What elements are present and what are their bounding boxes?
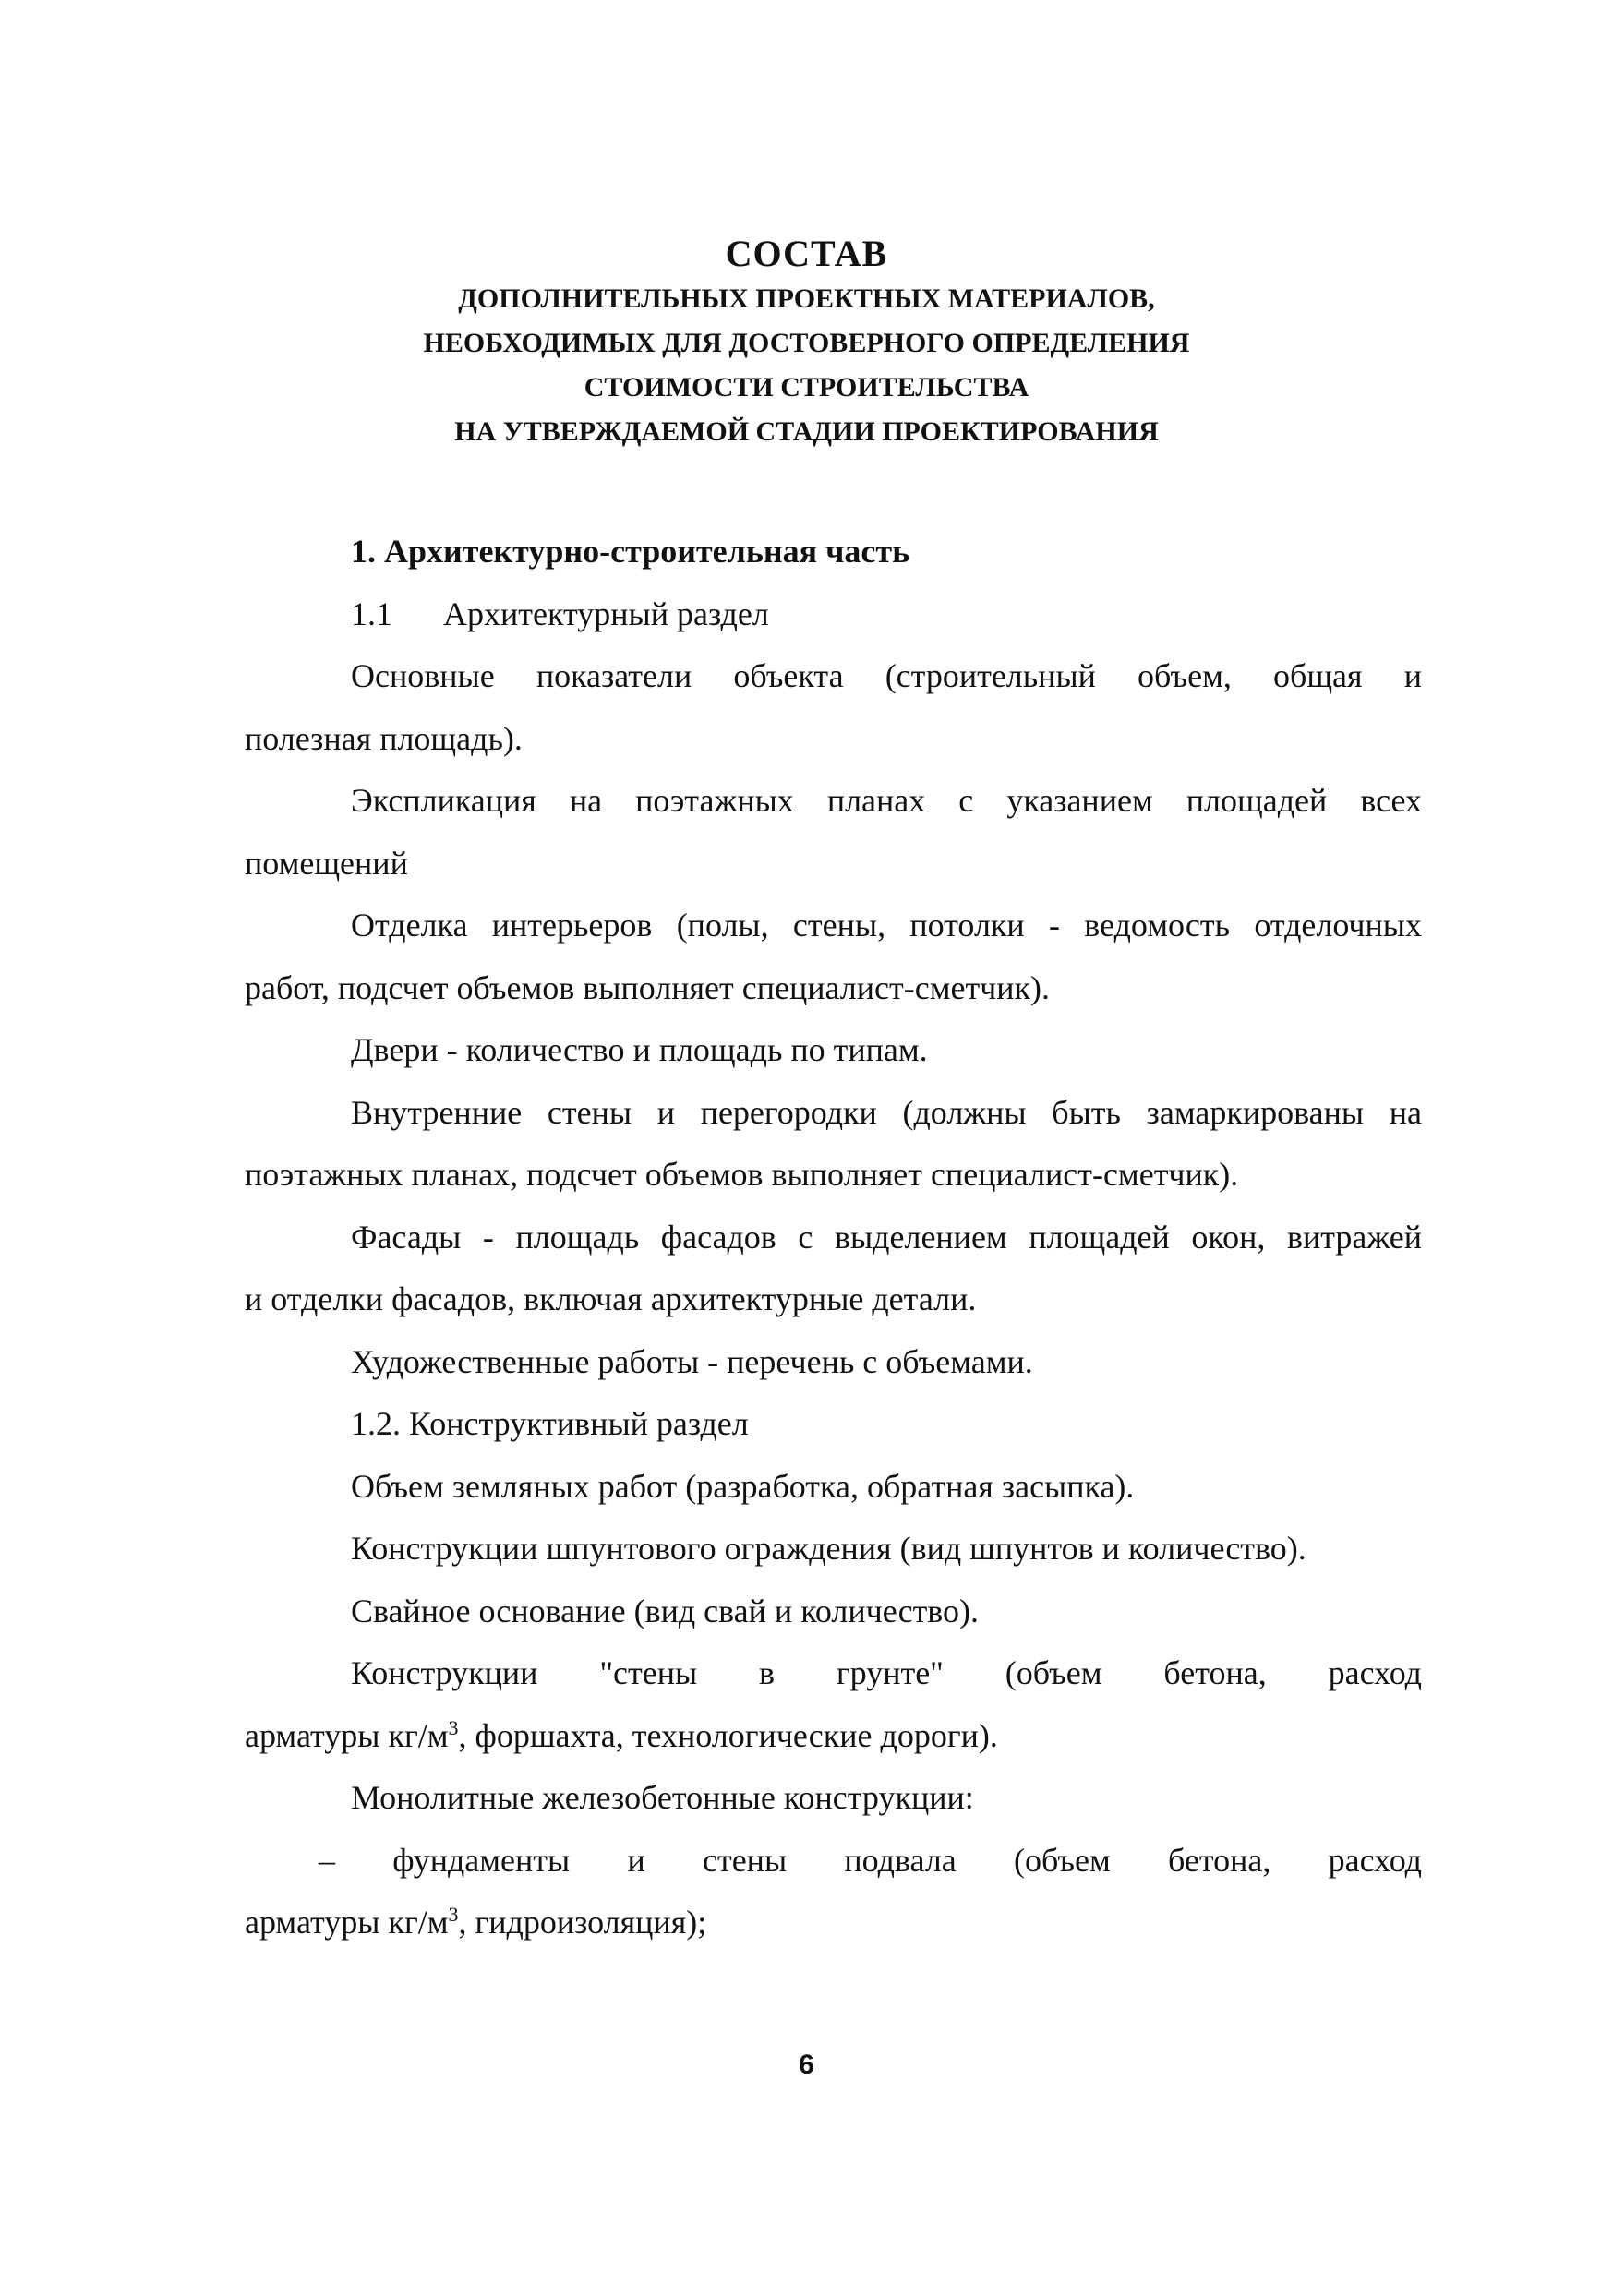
paragraph-indicators-line-2: полезная площадь). <box>245 720 523 757</box>
document-title: СОСТАВ <box>725 233 888 274</box>
paragraph-slurry-wall-line-2 <box>245 1715 998 1756</box>
paragraph-facades-line-2: и отделки фасадов, включая архитектурные детали. <box>245 1280 977 1317</box>
paragraph-monolithic: Монолитные железобетонные конструкции: <box>351 1779 974 1816</box>
paragraph-indicators-line-1: Основные показатели объекта (строительный объем, общая и <box>351 657 1422 694</box>
section-heading: 1. Архитектурно-строительная часть <box>351 533 910 570</box>
reinforcement-text: арматуры кг/м <box>245 1904 449 1941</box>
title-block <box>0 231 1613 454</box>
slurry-wall-rest: , форшахта, технологические дороги). <box>458 1717 998 1754</box>
list-item-foundations-line-2 <box>245 1902 706 1942</box>
superscript-cube: 3 <box>448 1716 459 1739</box>
subtitle-line-4: НА УТВЕРЖДАЕМОЙ СТАДИИ ПРОЕКТИРОВАНИЯ <box>454 416 1159 447</box>
paragraph-slurry-wall-line-1: Конструкции "стены в грунте" (объем бетона, расход <box>351 1654 1422 1691</box>
paragraph-explication-line-2: помещений <box>245 845 408 882</box>
paragraph-facades-line-1: Фасады - площадь фасадов с выделением площадей окон, витражей <box>351 1219 1422 1256</box>
subsection-number: 1.1 <box>351 595 392 632</box>
page-number: 6 <box>799 2050 814 2080</box>
subsection-heading-1-2: 1.2. Конструктивный раздел <box>351 1405 749 1442</box>
subsection-heading-1-1 <box>351 594 769 634</box>
paragraph-walls-line-2: поэтажных планах, подсчет объемов выполняет специалист-сметчик). <box>245 1156 1239 1193</box>
subtitle-line-3: СТОИМОСТИ СТРОИТЕЛЬСТВА <box>584 372 1029 403</box>
paragraph-finishing-line-2: работ, подсчет объемов выполняет специалист-сметчик). <box>245 969 1051 1006</box>
subtitle-line-1: ДОПОЛНИТЕЛЬНЫХ ПРОЕКТНЫХ МАТЕРИАЛОВ, <box>458 283 1155 314</box>
paragraph-doors: Двери - количество и площадь по типам. <box>351 1031 928 1068</box>
subtitle-line-2: НЕОБХОДИМЫХ ДЛЯ ДОСТОВЕРНОГО ОПРЕДЕЛЕНИЯ <box>423 328 1190 358</box>
paragraph-piles: Свайное основание (вид свай и количество). <box>351 1593 980 1629</box>
foundations-rest: , гидроизоляция); <box>458 1904 707 1941</box>
reinforcement-text: арматуры кг/м <box>245 1717 449 1754</box>
subsection-title: Архитектурный раздел <box>443 595 769 632</box>
list-item-foundations-line-1: – фундаменты и стены подвала (объем бетона, расход <box>319 1842 1422 1879</box>
paragraph-explication-line-1: Экспликация на поэтажных планах с указанием площадей всех <box>351 782 1422 819</box>
superscript-cube: 3 <box>448 1903 459 1926</box>
paragraph-sheet-piling: Конструкции шпунтового ограждения (вид шпунтов и количество). <box>351 1530 1306 1567</box>
paragraph-artwork: Художественные работы - перечень с объемами. <box>351 1343 1033 1380</box>
paragraph-earthworks: Объем земляных работ (разработка, обратная засыпка). <box>351 1468 1135 1505</box>
paragraph-walls-line-1: Внутренние стены и перегородки (должны быть замаркированы на <box>351 1094 1422 1131</box>
paragraph-finishing-line-1: Отделка интерьеров (полы, стены, потолки - ведомость отделочных <box>351 907 1422 944</box>
